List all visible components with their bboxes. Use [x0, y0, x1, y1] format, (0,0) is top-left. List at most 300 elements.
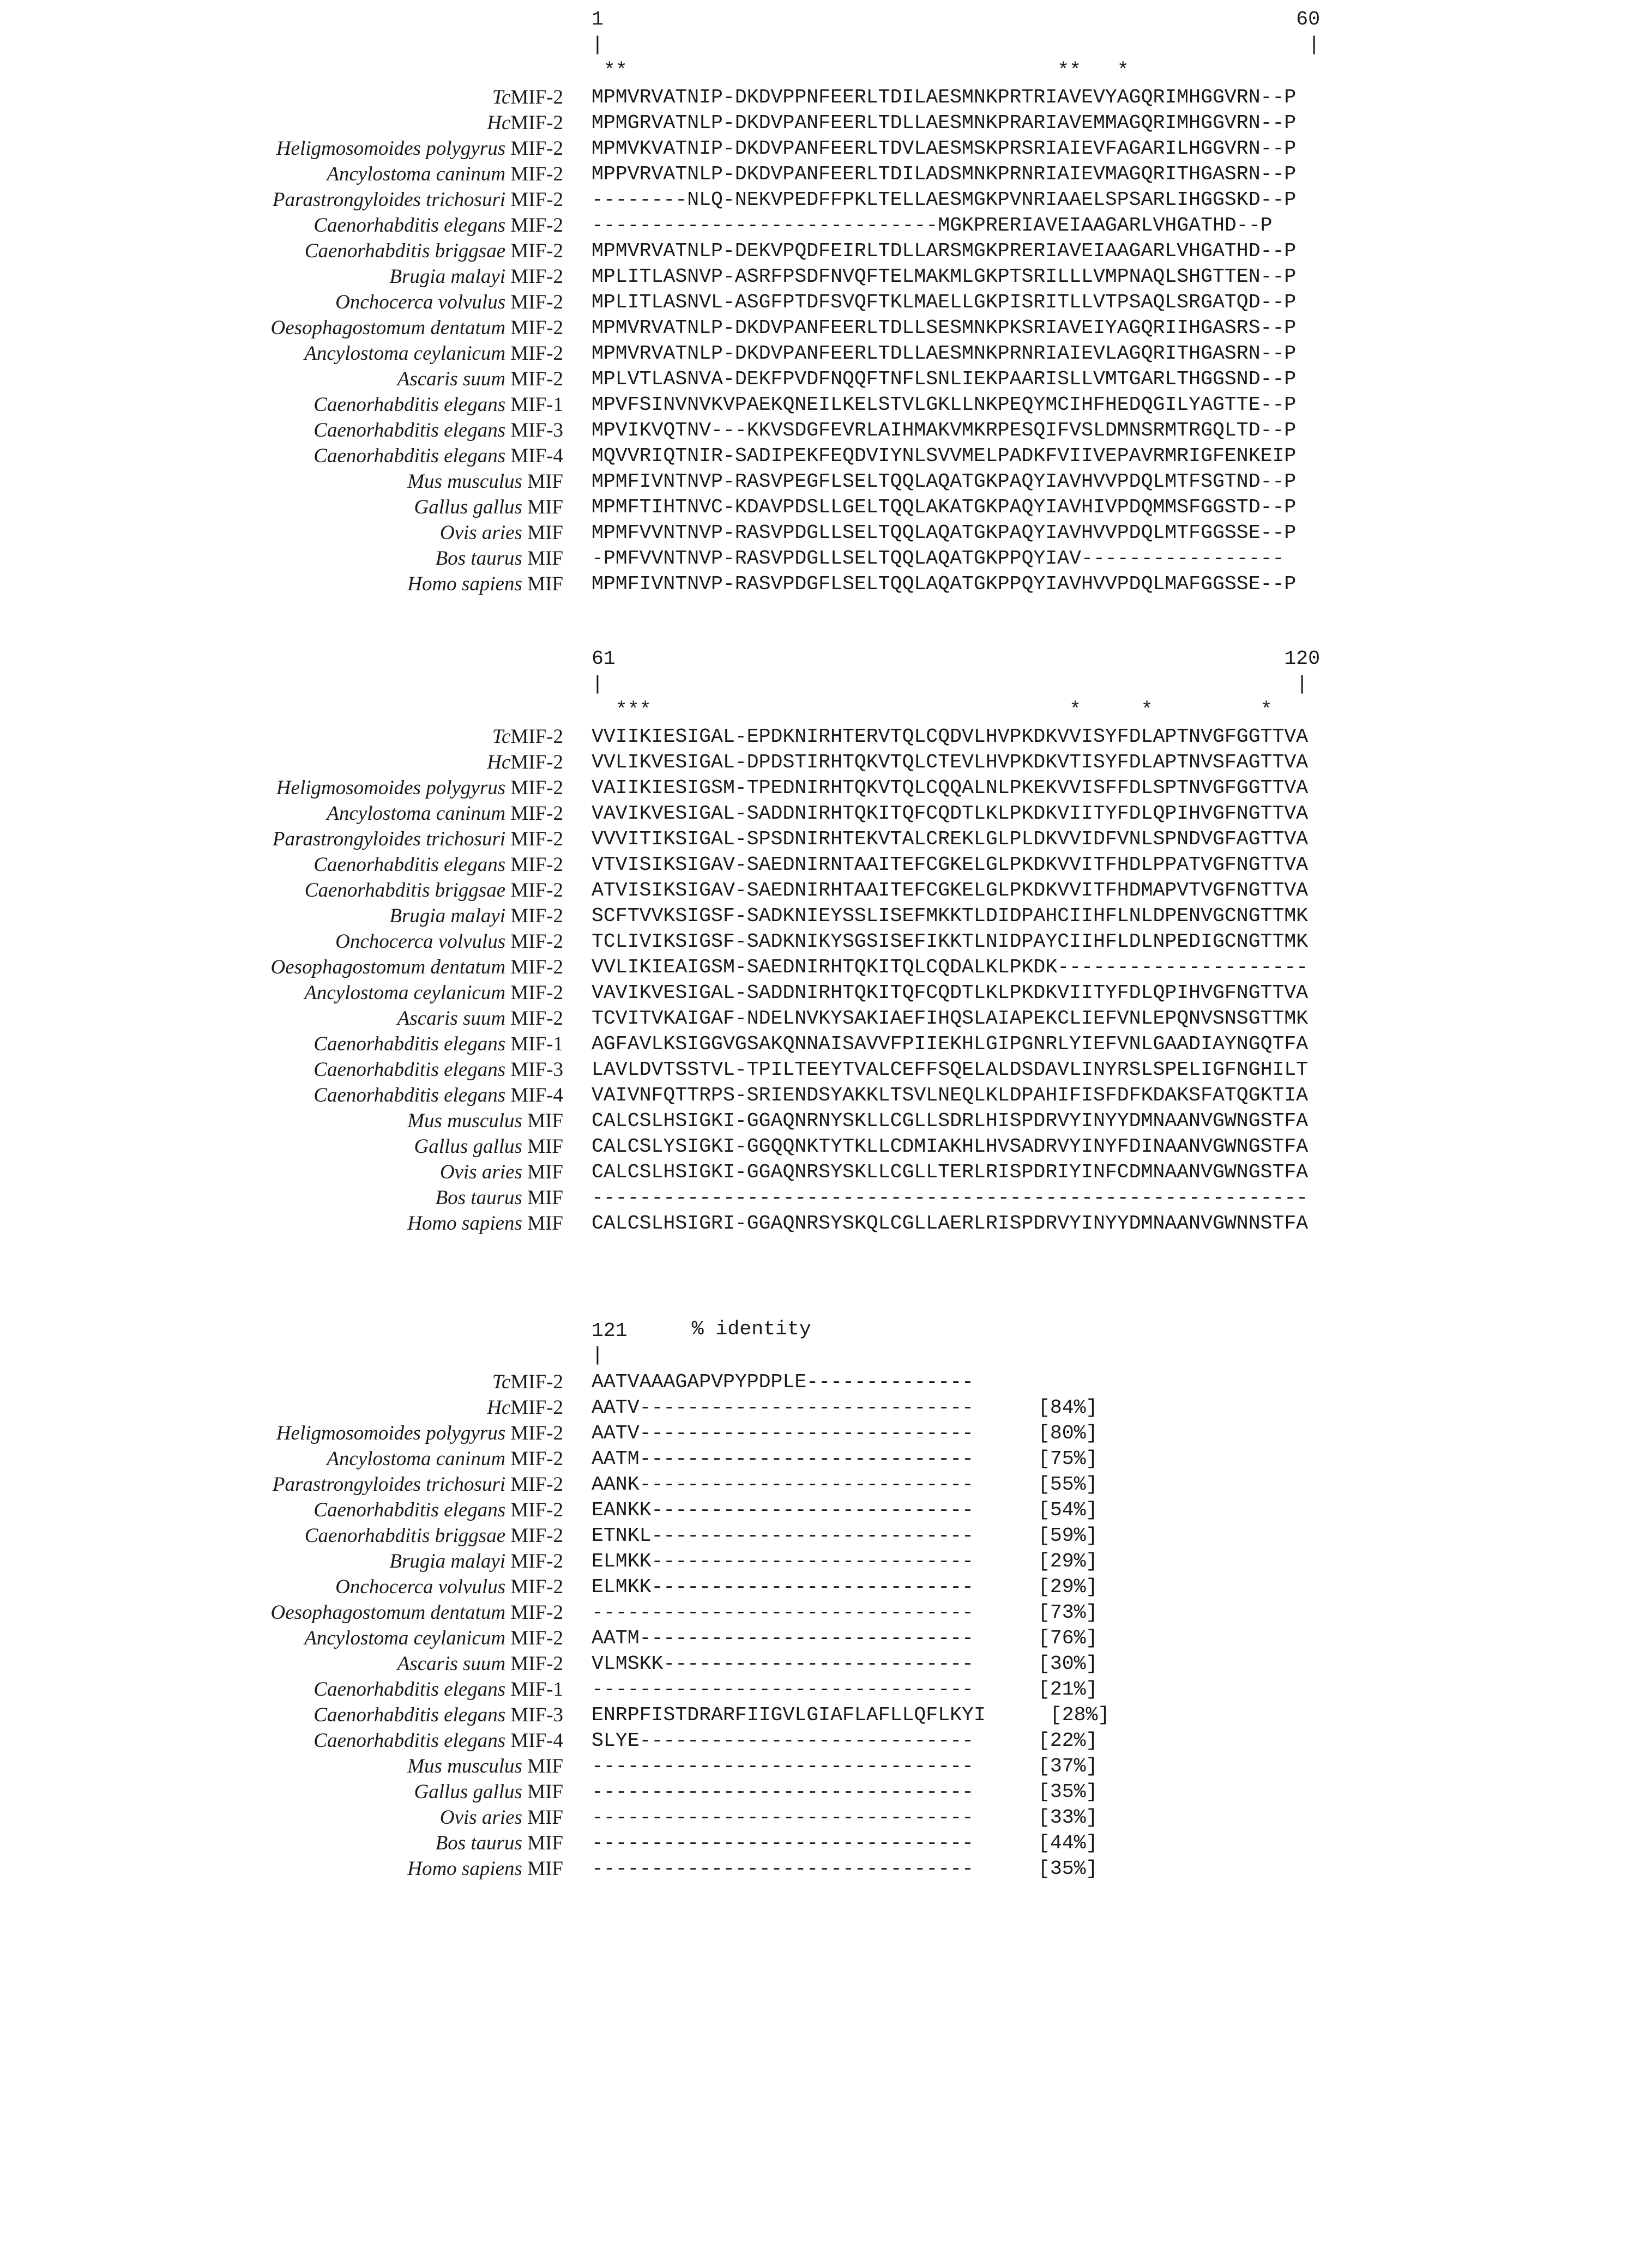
species-name-italic: Oesophagostomum dentatum: [270, 956, 506, 978]
sequence-name-18: [0, 1159, 592, 1185]
alignment-row: [0, 1006, 1646, 1031]
gene-name-plain: MIF-2: [505, 1007, 563, 1030]
sequence-residues: TCLIVIKSIGSF-SADKNIKYSGSISEFIKKTLNIDPAYCIIHFLDLNPEDIGCNGTTMK: [592, 930, 1309, 953]
alignment-row: [0, 954, 1646, 980]
gene-name-plain: MIF-2: [505, 265, 563, 288]
sequence-name-4: [0, 1446, 592, 1472]
alignment-row: [0, 1185, 1646, 1211]
sequence-name-13: [0, 392, 592, 418]
species-name-italic: Tc: [492, 725, 511, 748]
sequence-name-8: [0, 903, 592, 929]
block1-ruler-name-spacer: [0, 8, 592, 33]
alignment-row: [0, 1574, 1646, 1600]
gene-name-plain: MIF: [522, 1806, 563, 1829]
sequence-residues: --------------------------------: [592, 1755, 974, 1777]
block2-tick-name-spacer: [0, 673, 592, 698]
sequence-residues: VAIVNFQTTRPS-SRIENDSYAKKLTSVLNEQLKLDPAHIFISFDFKDAKSFATQGKTIA: [592, 1084, 1309, 1106]
species-name-italic: Ovis aries: [439, 1161, 522, 1183]
sequence-residues: AGFAVLKSIGGVGSAKQNNAISAVVFPIIEKHLGIPGNRLYIEFVNLGAADIAYNGQTFA: [592, 1033, 1309, 1055]
gene-name-plain: MIF: [522, 496, 563, 518]
gene-name-plain: MIF-2: [505, 956, 563, 978]
sequence-residues: CALCSLYSIGKI-GGQQNKTYTKLLCDMIAKHLHVSADRVYINYFDINAANVGWNGSTFA: [592, 1135, 1309, 1158]
gene-name-plain: MIF-2: [505, 1448, 563, 1470]
block2-ruler-row: [0, 647, 1646, 673]
sequence-residues: AATV----------------------------: [592, 1396, 974, 1419]
identity-column-header: % identity: [691, 1318, 811, 1340]
sequence-residues: --------------------------------: [592, 1832, 974, 1854]
species-name-italic: Caenorhabditis briggsae: [304, 879, 506, 902]
alignment-row: [0, 443, 1646, 469]
sequence-name-20: [0, 1211, 592, 1236]
percent-identity-value: [22%]: [1038, 1729, 1098, 1752]
gene-name-plain: MIF-2: [505, 189, 563, 211]
gene-name-plain: MIF: [522, 1135, 563, 1158]
species-name-italic: Parastrongyloides trichosuri: [272, 189, 506, 211]
gene-name-plain: MIF-2: [505, 1422, 563, 1444]
block3-ruler-row: [0, 1318, 1646, 1344]
sequence-name-5: [0, 826, 592, 852]
percent-identity-value: [29%]: [1038, 1576, 1098, 1598]
species-name-italic: Heligmosomoides polygyrus: [276, 777, 506, 799]
alignment-row: [0, 571, 1646, 597]
sequence-name-18: [0, 1805, 592, 1830]
alignment-row: [0, 418, 1646, 443]
sequence-name-6: [0, 1497, 592, 1523]
sequence-residues: AANK----------------------------: [592, 1473, 974, 1496]
gene-name-plain: MIF-2: [505, 1627, 563, 1649]
gene-name-plain: MIF: [522, 1755, 563, 1777]
species-name-italic: Hc: [487, 112, 511, 134]
percent-identity-value: [29%]: [1038, 1550, 1098, 1573]
gene-name-plain: MIF: [522, 1858, 563, 1880]
block2-star-row: [0, 698, 1646, 724]
gene-name-plain: MIF: [522, 1832, 563, 1854]
gene-name-plain: MIF-4: [505, 1729, 563, 1752]
sequence-name-5: [0, 1472, 592, 1497]
sequence-name-16: [0, 469, 592, 494]
alignment-row: [0, 1108, 1646, 1134]
sequence-name-6: [0, 852, 592, 878]
species-name-italic: Ascaris suum: [397, 1007, 506, 1030]
block1-star-row: [0, 59, 1646, 84]
alignment-row: [0, 1677, 1646, 1702]
sequence-name-3: [0, 1420, 592, 1446]
sequence-residues: MPLVTLASNVA-DEKFPVDFNQQFTNFLSNLIEKPAARISLLVMTGARLTHGGSND--P: [592, 368, 1297, 390]
block2-star-name-spacer: [0, 698, 592, 724]
species-name-italic: Caenorhabditis elegans: [313, 394, 506, 416]
block2-block3-spacer: [0, 1236, 1646, 1318]
block3-sequence-rows: [0, 1369, 1646, 1882]
alignment-row: [0, 264, 1646, 289]
sequence-name-10: [0, 1600, 592, 1625]
gene-name-plain: MIF-2: [505, 1550, 563, 1573]
percent-identity-value: [28%]: [1050, 1704, 1110, 1726]
gene-name-plain: MIF: [522, 573, 563, 595]
species-name-italic: Caenorhabditis elegans: [313, 1033, 506, 1055]
sequence-name-6: [0, 213, 592, 238]
sequence-name-13: [0, 1031, 592, 1057]
sequence-name-3: [0, 136, 592, 161]
sequence-residues: VTVISIKSIGAV-SAEDNIRNTAAITEFCGKELGLPKDKVVITFHDLPPATVGFNGTTVA: [592, 854, 1309, 876]
species-name-italic: Tc: [492, 1371, 511, 1393]
percent-identity-value: [55%]: [1038, 1473, 1098, 1496]
percent-identity-value: [30%]: [1038, 1653, 1098, 1675]
sequence-name-5: [0, 187, 592, 213]
percent-identity-value: [76%]: [1038, 1627, 1098, 1649]
species-name-italic: Hc: [487, 1396, 511, 1419]
sequence-name-8: [0, 1549, 592, 1574]
gene-name-plain: MIF-2: [505, 1525, 563, 1547]
alignment-row: [0, 1651, 1646, 1677]
sequence-residues: EANKK---------------------------: [592, 1499, 974, 1521]
species-name-italic: Caenorhabditis elegans: [313, 445, 506, 467]
alignment-row: [0, 749, 1646, 775]
sequence-name-17: [0, 1134, 592, 1159]
block1-tick-marks: | |: [592, 34, 1321, 56]
sequence-residues: VVVITIKSIGAL-SPSDNIRHTEKVTALCREKLGLPLDKVVIDFVNLSPNDVGFAGTTVA: [592, 828, 1309, 850]
alignment-block-3: [0, 1318, 1646, 1882]
species-name-italic: Caenorhabditis elegans: [313, 1499, 506, 1521]
alignment-row: [0, 187, 1646, 213]
species-name-italic: Heligmosomoides polygyrus: [276, 137, 506, 160]
species-name-italic: Caenorhabditis elegans: [313, 1729, 506, 1752]
alignment-row: [0, 1625, 1646, 1651]
sequence-name-18: [0, 520, 592, 546]
block1-star-name-spacer: [0, 59, 592, 84]
sequence-residues: VVLIKIEAIGSM-SAEDNIRHTQKITQLCQDALKLPKDK---------------------: [592, 956, 1309, 978]
alignment-row: [0, 1159, 1646, 1185]
alignment-row: [0, 1420, 1646, 1446]
block2-sequence-rows: [0, 724, 1646, 1236]
alignment-row: [0, 110, 1646, 136]
gene-name-plain: MIF-2: [505, 777, 563, 799]
sequence-name-14: [0, 1702, 592, 1728]
sequence-residues: MPVFSINVNVKVPAEKQNEILKELSTVLGKLLNKPEQYMCIHFHEDQGILYAGTTE--P: [592, 394, 1297, 416]
alignment-row: [0, 1472, 1646, 1497]
sequence-name-20: [0, 571, 592, 597]
species-name-italic: Oesophagostomum dentatum: [270, 317, 506, 339]
sequence-residues: --------------------------------: [592, 1781, 974, 1803]
sequence-name-17: [0, 1779, 592, 1805]
alignment-row: [0, 1082, 1646, 1108]
sequence-residues: MQVVRIQTNIR-SADIPEKFEQDVIYNLSVVMELPADKFVIIVEPAVRMRIGFENKEIP: [592, 445, 1297, 467]
species-name-italic: Ancylostoma ceylanicum: [304, 1627, 506, 1649]
gene-name-plain: MIF-2: [505, 854, 563, 876]
sequence-name-12: [0, 1651, 592, 1677]
gene-name-plain: MIF-2: [505, 1601, 563, 1624]
species-name-italic: Gallus gallus: [414, 496, 522, 518]
sequence-residues: MPMVRVATNIP-DKDVPPNFEERLTDILAESMNKPRTRIAVEVYAGQRIMHGGVRN--P: [592, 86, 1297, 108]
alignment-row: [0, 903, 1646, 929]
species-name-italic: Caenorhabditis elegans: [313, 1678, 506, 1701]
alignment-row: [0, 1497, 1646, 1523]
species-name-italic: Ancylostoma caninum: [327, 163, 506, 185]
sequence-residues: --------------------------------: [592, 1858, 974, 1880]
alignment-row: [0, 469, 1646, 494]
sequence-residues: MPMFVVNTNVP-RASVPDGLLSELTQQLAQATGKPAQYIAVHVVPDQLMTFGGSSE--P: [592, 522, 1297, 544]
gene-name-plain: MIF: [522, 522, 563, 544]
species-name-italic: Tc: [492, 86, 511, 108]
sequence-residues: AATM----------------------------: [592, 1627, 974, 1649]
species-name-italic: Ancylostoma ceylanicum: [304, 342, 506, 365]
sequence-residues: ELMKK---------------------------: [592, 1576, 974, 1598]
species-name-italic: Homo sapiens: [407, 1858, 522, 1880]
alignment-row: [0, 1369, 1646, 1395]
sequence-residues: ENRPFISTDRARFIIGVLGIAFLAFLLQFLKYI: [592, 1704, 986, 1726]
sequence-residues: AATV----------------------------: [592, 1422, 974, 1444]
sequence-name-4: [0, 801, 592, 826]
gene-name-plain: MIF-2: [505, 1473, 563, 1496]
alignment-row: [0, 136, 1646, 161]
species-name-italic: Ascaris suum: [397, 368, 506, 390]
species-name-italic: Brugia malayi: [389, 1550, 506, 1573]
sequence-residues: ETNKL---------------------------: [592, 1525, 974, 1547]
gene-name-plain: MIF: [522, 1212, 563, 1235]
sequence-residues: MPMVRVATNLP-DEKVPQDFEIRLTDLLARSMGKPRERIAVEIAAGARLVHGATHD--P: [592, 240, 1297, 262]
sequence-residues: MPLITLASNVP-ASRFPSDFNVQFTELMAKMLGKPTSRILLLVMPNAQLSHGTTEN--P: [592, 265, 1297, 288]
block1-ruler-row: [0, 8, 1646, 33]
sequence-name-2: [0, 749, 592, 775]
sequence-residues: VAIIKIESIGSM-TPEDNIRHTQKVTQLCQQALNLPKEKVVISFFDLSPTNVGFGGTTVA: [592, 777, 1309, 799]
sequence-name-16: [0, 1108, 592, 1134]
alignment-row: [0, 929, 1646, 954]
gene-name-plain: MIF-2: [510, 112, 563, 134]
gene-name-plain: MIF-2: [505, 828, 563, 850]
species-name-italic: Caenorhabditis elegans: [313, 1059, 506, 1081]
block1-sequence-rows: [0, 84, 1646, 597]
species-name-italic: Caenorhabditis briggsae: [304, 1525, 506, 1547]
species-name-italic: Caenorhabditis elegans: [313, 214, 506, 237]
sequence-name-19: [0, 1830, 592, 1856]
gene-name-plain: MIF-3: [505, 1704, 563, 1726]
alignment-row: [0, 852, 1646, 878]
species-name-italic: Homo sapiens: [407, 573, 522, 595]
sequence-name-1: [0, 724, 592, 749]
gene-name-plain: MIF: [522, 1187, 563, 1209]
sequence-residues: MPMGRVATNLP-DKDVPANFEERLTDLLAESMNKPRARIAVEMMAGQRIMHGGVRN--P: [592, 112, 1297, 134]
sequence-residues: --------------------------------: [592, 1806, 974, 1829]
species-name-italic: Mus musculus: [407, 1755, 522, 1777]
species-name-italic: Onchocerca volvulus: [335, 930, 506, 953]
sequence-residues: MPMFIVNTNVP-RASVPDGFLSELTQQLAQATGKPPQYIAVHVVPDQLMAFGGSSE--P: [592, 573, 1297, 595]
alignment-row: [0, 878, 1646, 903]
block1-conserved-star-markers: ** ** *: [592, 59, 1129, 82]
alignment-row: [0, 1134, 1646, 1159]
percent-identity-value: [35%]: [1038, 1781, 1098, 1803]
block1-tick-name-spacer: [0, 33, 592, 59]
sequence-residues: VLMSKK--------------------------: [592, 1653, 974, 1675]
sequence-residues: CALCSLHSIGKI-GGAQNRNYSKLLCGLLSDRLHISPDRVYINYYDMNAANVGWNGSTFA: [592, 1110, 1309, 1132]
sequence-name-14: [0, 418, 592, 443]
alignment-row: [0, 775, 1646, 801]
gene-name-plain: MIF-2: [505, 368, 563, 390]
species-name-italic: Gallus gallus: [414, 1781, 522, 1803]
gene-name-plain: MIF-2: [505, 317, 563, 339]
sequence-residues: MPMFTIHTNVC-KDAVPDSLLGELTQQLAKATGKPAQYIAVHIVPDQMMSFGGSTD--P: [592, 496, 1297, 518]
gene-name-plain: MIF-2: [510, 751, 563, 773]
gene-name-plain: MIF-2: [505, 930, 563, 953]
percent-identity-value: [33%]: [1038, 1806, 1098, 1829]
sequence-residues: --------------------------------: [592, 1601, 974, 1624]
species-name-italic: Parastrongyloides trichosuri: [272, 828, 506, 850]
species-name-italic: Ancylostoma caninum: [327, 1448, 506, 1470]
alignment-row: [0, 1600, 1646, 1625]
sequence-residues: VAVIKVESIGAL-SADDNIRHTQKITQFCQDTLKLPKDKVIITYFDLQPIHVGFNGTTVA: [592, 802, 1309, 825]
species-name-italic: Ancylostoma caninum: [327, 802, 506, 825]
species-name-italic: Parastrongyloides trichosuri: [272, 1473, 506, 1496]
species-name-italic: Bos taurus: [435, 1832, 522, 1854]
sequence-name-10: [0, 315, 592, 341]
percent-identity-value: [84%]: [1038, 1396, 1098, 1419]
alignment-row: [0, 238, 1646, 264]
block3-ruler-name-spacer: [0, 1318, 592, 1344]
sequence-name-9: [0, 289, 592, 315]
percent-identity-value: [73%]: [1038, 1601, 1098, 1624]
alignment-row: [0, 724, 1646, 749]
species-name-italic: Onchocerca volvulus: [335, 1576, 506, 1598]
alignment-row: [0, 1211, 1646, 1236]
species-name-italic: Caenorhabditis elegans: [313, 854, 506, 876]
alignment-row: [0, 1031, 1646, 1057]
sequence-residues: ------------------------------------------------------------: [592, 1187, 1309, 1209]
sequence-name-12: [0, 1006, 592, 1031]
sequence-name-8: [0, 264, 592, 289]
gene-name-plain: MIF-1: [505, 394, 563, 416]
alignment-row: [0, 1549, 1646, 1574]
percent-identity-value: [35%]: [1038, 1858, 1098, 1880]
sequence-name-16: [0, 1753, 592, 1779]
alignment-row: [0, 546, 1646, 571]
sequence-name-19: [0, 546, 592, 571]
alignment-block-1: [0, 8, 1646, 597]
sequence-name-1: [0, 84, 592, 110]
species-name-italic: Gallus gallus: [414, 1135, 522, 1158]
species-name-italic: Bos taurus: [435, 547, 522, 570]
species-name-italic: Caenorhabditis briggsae: [304, 240, 506, 262]
sequence-residues: SCFTVVKSIGSF-SADKNIEYSSLISEFMKKTLDIDPAHCIIHFLNLDPENVGCNGTTMK: [592, 905, 1309, 927]
species-name-italic: Onchocerca volvulus: [335, 291, 506, 313]
species-name-italic: Ovis aries: [439, 1806, 522, 1829]
sequence-name-11: [0, 1625, 592, 1651]
alignment-row: [0, 161, 1646, 187]
species-name-italic: Hc: [487, 751, 511, 773]
alignment-row: [0, 341, 1646, 366]
block3-tick-row: [0, 1344, 1646, 1369]
sequence-residues: --------NLQ-NEKVPEDFFPKLTELLAESMGKPVNRIAAELSPSARLIHGGSKD--P: [592, 189, 1297, 211]
sequence-residues: MPMVKVATNIP-DKDVPANFEERLTDVLAESMSKPRSRIAIEVFAGARILHGGVRN--P: [592, 137, 1297, 160]
sequence-residues: SLYE----------------------------: [592, 1729, 974, 1752]
species-name-italic: Ancylostoma ceylanicum: [304, 982, 506, 1004]
sequence-name-7: [0, 238, 592, 264]
alignment-row: [0, 1446, 1646, 1472]
sequence-residues: VVLIKVESIGAL-DPDSTIRHTQKVTQLCTEVLHVPKDKVTISYFDLAPTNVSFAGTTVA: [592, 751, 1309, 773]
block2-ruler-name-spacer: [0, 647, 592, 673]
species-name-italic: Ovis aries: [439, 522, 522, 544]
sequence-name-20: [0, 1856, 592, 1882]
gene-name-plain: MIF-4: [505, 445, 563, 467]
gene-name-plain: MIF-2: [505, 240, 563, 262]
block1-block2-spacer: [0, 597, 1646, 647]
sequence-residues: CALCSLHSIGRI-GGAQNRSYSKQLCGLLAERLRISPDRVYINYYDMNAANVGWNNSTFA: [592, 1212, 1309, 1235]
species-name-italic: Brugia malayi: [389, 265, 506, 288]
percent-identity-value: [37%]: [1038, 1755, 1098, 1777]
sequence-residues: TCVITVKAIGAF-NDELNVKYSAKIAEFIHQSLAIAPEKCLIEFVNLEPQNVSNSGTTMK: [592, 1007, 1309, 1030]
alignment-row: [0, 1830, 1646, 1856]
species-name-italic: Homo sapiens: [407, 1212, 522, 1235]
block1-ruler-numbers: 1 60: [592, 8, 1321, 31]
sequence-residues: MPLITLASNVL-ASGFPTDFSVQFTKLMAELLGKPISRITLLVTPSAQLSRGATQD--P: [592, 291, 1297, 313]
sequence-residues: --------------------------------: [592, 1678, 974, 1701]
block2-tick-row: [0, 673, 1646, 698]
gene-name-plain: MIF-2: [505, 1653, 563, 1675]
alignment-row: [0, 494, 1646, 520]
sequence-name-19: [0, 1185, 592, 1211]
alignment-row: [0, 1057, 1646, 1082]
sequence-name-15: [0, 443, 592, 469]
gene-name-plain: MIF-2: [505, 1499, 563, 1521]
gene-name-plain: MIF-3: [505, 419, 563, 441]
sequence-residues: ATVISIKSIGAV-SAEDNIRHTAAITEFCGKELGLPKDKVVITFHDMAPVTVGFNGTTVA: [592, 879, 1309, 902]
sequence-residues: MPMVRVATNLP-DKDVPANFEERLTDLLSESMNKPKSRIAVEIYAGQRIIHGASRS--P: [592, 317, 1297, 339]
sequence-name-9: [0, 1574, 592, 1600]
gene-name-plain: MIF: [522, 470, 563, 493]
gene-name-plain: MIF-2: [505, 291, 563, 313]
sequence-residues: MPVIKVQTNV---KKVSDGFEVRLAIHMAKVMKRPESQIFVSLDMNSRMTRGQLTD--P: [592, 419, 1297, 441]
sequence-name-13: [0, 1677, 592, 1702]
gene-name-plain: MIF: [522, 1110, 563, 1132]
percent-identity-value: [59%]: [1038, 1525, 1098, 1547]
block2-tick-marks: | |: [592, 673, 1309, 695]
alignment-row: [0, 1395, 1646, 1420]
gene-name-plain: MIF: [522, 1781, 563, 1803]
alignment-row: [0, 801, 1646, 826]
sequence-residues: MPMFIVNTNVP-RASVPEGFLSELTQQLAQATGKPAQYIAVHVVPDQLMTFSGTND--P: [592, 470, 1297, 493]
gene-name-plain: MIF-4: [505, 1084, 563, 1106]
species-name-italic: Heligmosomoides polygyrus: [276, 1422, 506, 1444]
alignment-row: [0, 1728, 1646, 1753]
species-name-italic: Caenorhabditis elegans: [313, 1704, 506, 1726]
sequence-name-11: [0, 341, 592, 366]
species-name-italic: Oesophagostomum dentatum: [270, 1601, 506, 1624]
gene-name-plain: MIF-2: [510, 725, 563, 748]
gene-name-plain: MIF-2: [510, 1371, 563, 1393]
sequence-residues: LAVLDVTSSTVL-TPILTEEYTVALCEFFSQELALDSDAVLINYRSLSPELIGFNGHILT: [592, 1059, 1309, 1081]
percent-identity-value: [21%]: [1038, 1678, 1098, 1701]
alignment-row: [0, 392, 1646, 418]
sequence-name-11: [0, 980, 592, 1006]
species-name-italic: Brugia malayi: [389, 905, 506, 927]
alignment-block-2: [0, 647, 1646, 1236]
sequence-name-15: [0, 1728, 592, 1753]
percent-identity-value: [80%]: [1038, 1422, 1098, 1444]
alignment-row: [0, 1805, 1646, 1830]
percent-identity-value: [75%]: [1038, 1448, 1098, 1470]
alignment-row: [0, 826, 1646, 852]
sequence-residues: AATM----------------------------: [592, 1448, 974, 1470]
alignment-row: [0, 84, 1646, 110]
gene-name-plain: MIF-2: [510, 86, 563, 108]
sequence-residues: VAVIKVESIGAL-SADDNIRHTQKITQFCQDTLKLPKDKVIITYFDLQPIHVGFNGTTVA: [592, 982, 1309, 1004]
sequence-name-2: [0, 110, 592, 136]
percent-identity-value: [44%]: [1038, 1832, 1098, 1854]
alignment-row: [0, 1702, 1646, 1728]
block3-tick-name-spacer: [0, 1344, 592, 1369]
sequence-name-12: [0, 366, 592, 392]
sequence-residues: VVIIKIESIGAL-EPDKNIRHTERVTQLCQDVLHVPKDKVVISYFDLAPTNVGFGGTTVA: [592, 725, 1309, 748]
species-name-italic: Mus musculus: [407, 470, 522, 493]
sequence-name-4: [0, 161, 592, 187]
sequence-residues: -----------------------------MGKPRERIAVEIAAGARLVHGATHD--P: [592, 214, 1273, 237]
